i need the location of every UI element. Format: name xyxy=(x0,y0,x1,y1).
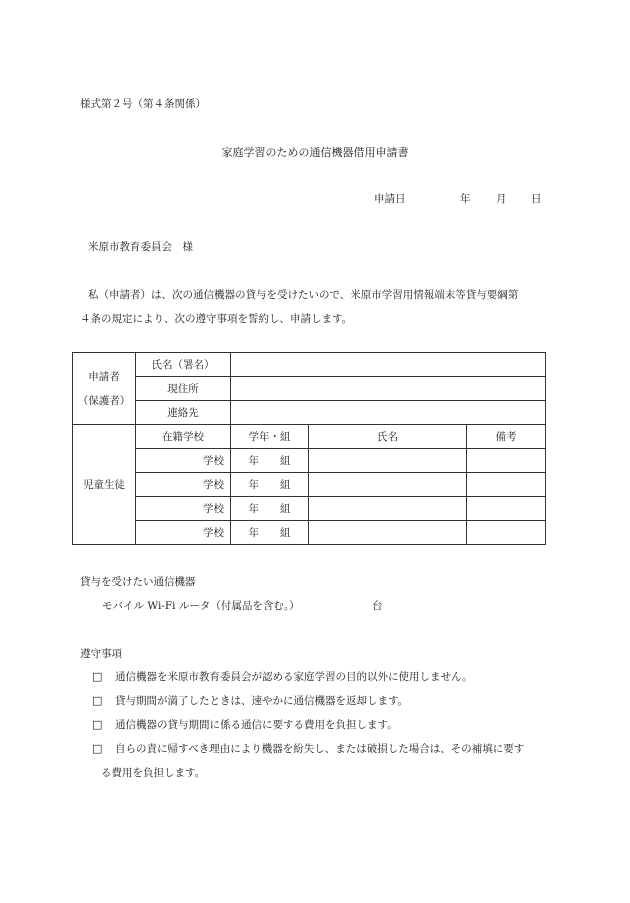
grade-class-field[interactable]: 年 組 xyxy=(231,449,309,473)
addressee: 米原市教育委員会 様 xyxy=(88,241,193,253)
applicant-contact-field[interactable] xyxy=(231,401,546,425)
rule-item xyxy=(92,694,408,708)
remarks-field[interactable] xyxy=(467,473,546,497)
school-header: 在籍学校 xyxy=(136,425,231,449)
date-year-label: 年 xyxy=(460,193,471,205)
grade-class-header: 学年・組 xyxy=(231,425,309,449)
applicant-name-label: 氏名（署名） xyxy=(136,353,231,377)
applicant-address-label: 現住所 xyxy=(136,377,231,401)
device-quantity-unit: 台 xyxy=(372,600,383,612)
rule-item xyxy=(92,718,398,732)
date-day-label: 日 xyxy=(531,193,542,205)
form-number: 様式第２号（第４条関係） xyxy=(80,98,206,110)
student-header-row xyxy=(73,425,546,449)
checkbox-icon[interactable]: □ xyxy=(92,694,103,707)
rule-text: 通信機器の貸与期間に係る通信に要する費用を負担します。 xyxy=(115,719,398,731)
student-name-header: 氏名 xyxy=(309,425,467,449)
remarks-field[interactable] xyxy=(467,497,546,521)
student-name-field[interactable] xyxy=(309,521,467,545)
checkbox-icon[interactable]: □ xyxy=(92,742,103,755)
student-row xyxy=(73,473,546,497)
checkbox-icon[interactable]: □ xyxy=(92,718,103,731)
document-title: 家庭学習のための通信機器借用申請書 xyxy=(221,146,409,159)
checkbox-icon[interactable]: □ xyxy=(92,670,103,683)
student-name-field[interactable] xyxy=(309,497,467,521)
school-field[interactable]: 学校 xyxy=(136,521,231,545)
remarks-header: 備考 xyxy=(467,425,546,449)
student-row xyxy=(73,521,546,545)
rule-item xyxy=(92,742,524,756)
rule-text: 通信機器を米原市教育委員会が認める家庭学習の目的以外に使用しません。 xyxy=(115,671,473,683)
student-row xyxy=(73,497,546,521)
remarks-field[interactable] xyxy=(467,521,546,545)
applicant-group-label xyxy=(73,353,136,425)
applicant-name-row xyxy=(73,353,546,377)
school-field[interactable]: 学校 xyxy=(136,473,231,497)
device-name: モバイル Wi-Fi ルータ（付属品を含む。） xyxy=(102,600,300,612)
grade-class-field[interactable]: 年 組 xyxy=(231,521,309,545)
applicant-name-field[interactable] xyxy=(231,353,546,377)
application-date-label: 申請日 xyxy=(374,193,406,205)
rule-text: 貸与期間が満了したときは、速やかに通信機器を返却します。 xyxy=(115,695,409,707)
rule-text: 自らの責に帰すべき理由により機器を紛失し、または破損した場合は、その補填に要す xyxy=(115,743,525,755)
rule-item xyxy=(92,670,473,684)
rule-text-continuation: る費用を負担します。 xyxy=(101,767,206,779)
grade-class-field[interactable]: 年 組 xyxy=(231,473,309,497)
student-name-field[interactable] xyxy=(309,449,467,473)
applicant-contact-label: 連絡先 xyxy=(136,401,231,425)
date-month-label: 月 xyxy=(496,193,507,205)
school-field[interactable]: 学校 xyxy=(136,497,231,521)
applicant-address-field[interactable] xyxy=(231,377,546,401)
applicant-contact-row xyxy=(73,401,546,425)
guardian-label: （保護者） xyxy=(77,394,131,407)
applicant-address-row xyxy=(73,377,546,401)
applicant-label: 申請者 xyxy=(88,370,120,383)
school-field[interactable]: 学校 xyxy=(136,449,231,473)
student-group-label: 児童生徒 xyxy=(73,425,136,545)
intro-line-1: 私（申請者）は、次の通信機器の貸与を受けたいので、米原市学習用情報端末等貸与要綱第 xyxy=(88,289,519,301)
grade-class-field[interactable]: 年 組 xyxy=(231,497,309,521)
remarks-field[interactable] xyxy=(467,449,546,473)
device-heading: 貸与を受けたい通信機器 xyxy=(80,576,196,588)
student-row xyxy=(73,449,546,473)
student-name-field[interactable] xyxy=(309,473,467,497)
application-table xyxy=(72,352,546,545)
intro-line-2: ４条の規定により、次の遵守事項を誓約し、申請します。 xyxy=(80,313,353,325)
rules-heading: 遵守事項 xyxy=(80,648,122,660)
